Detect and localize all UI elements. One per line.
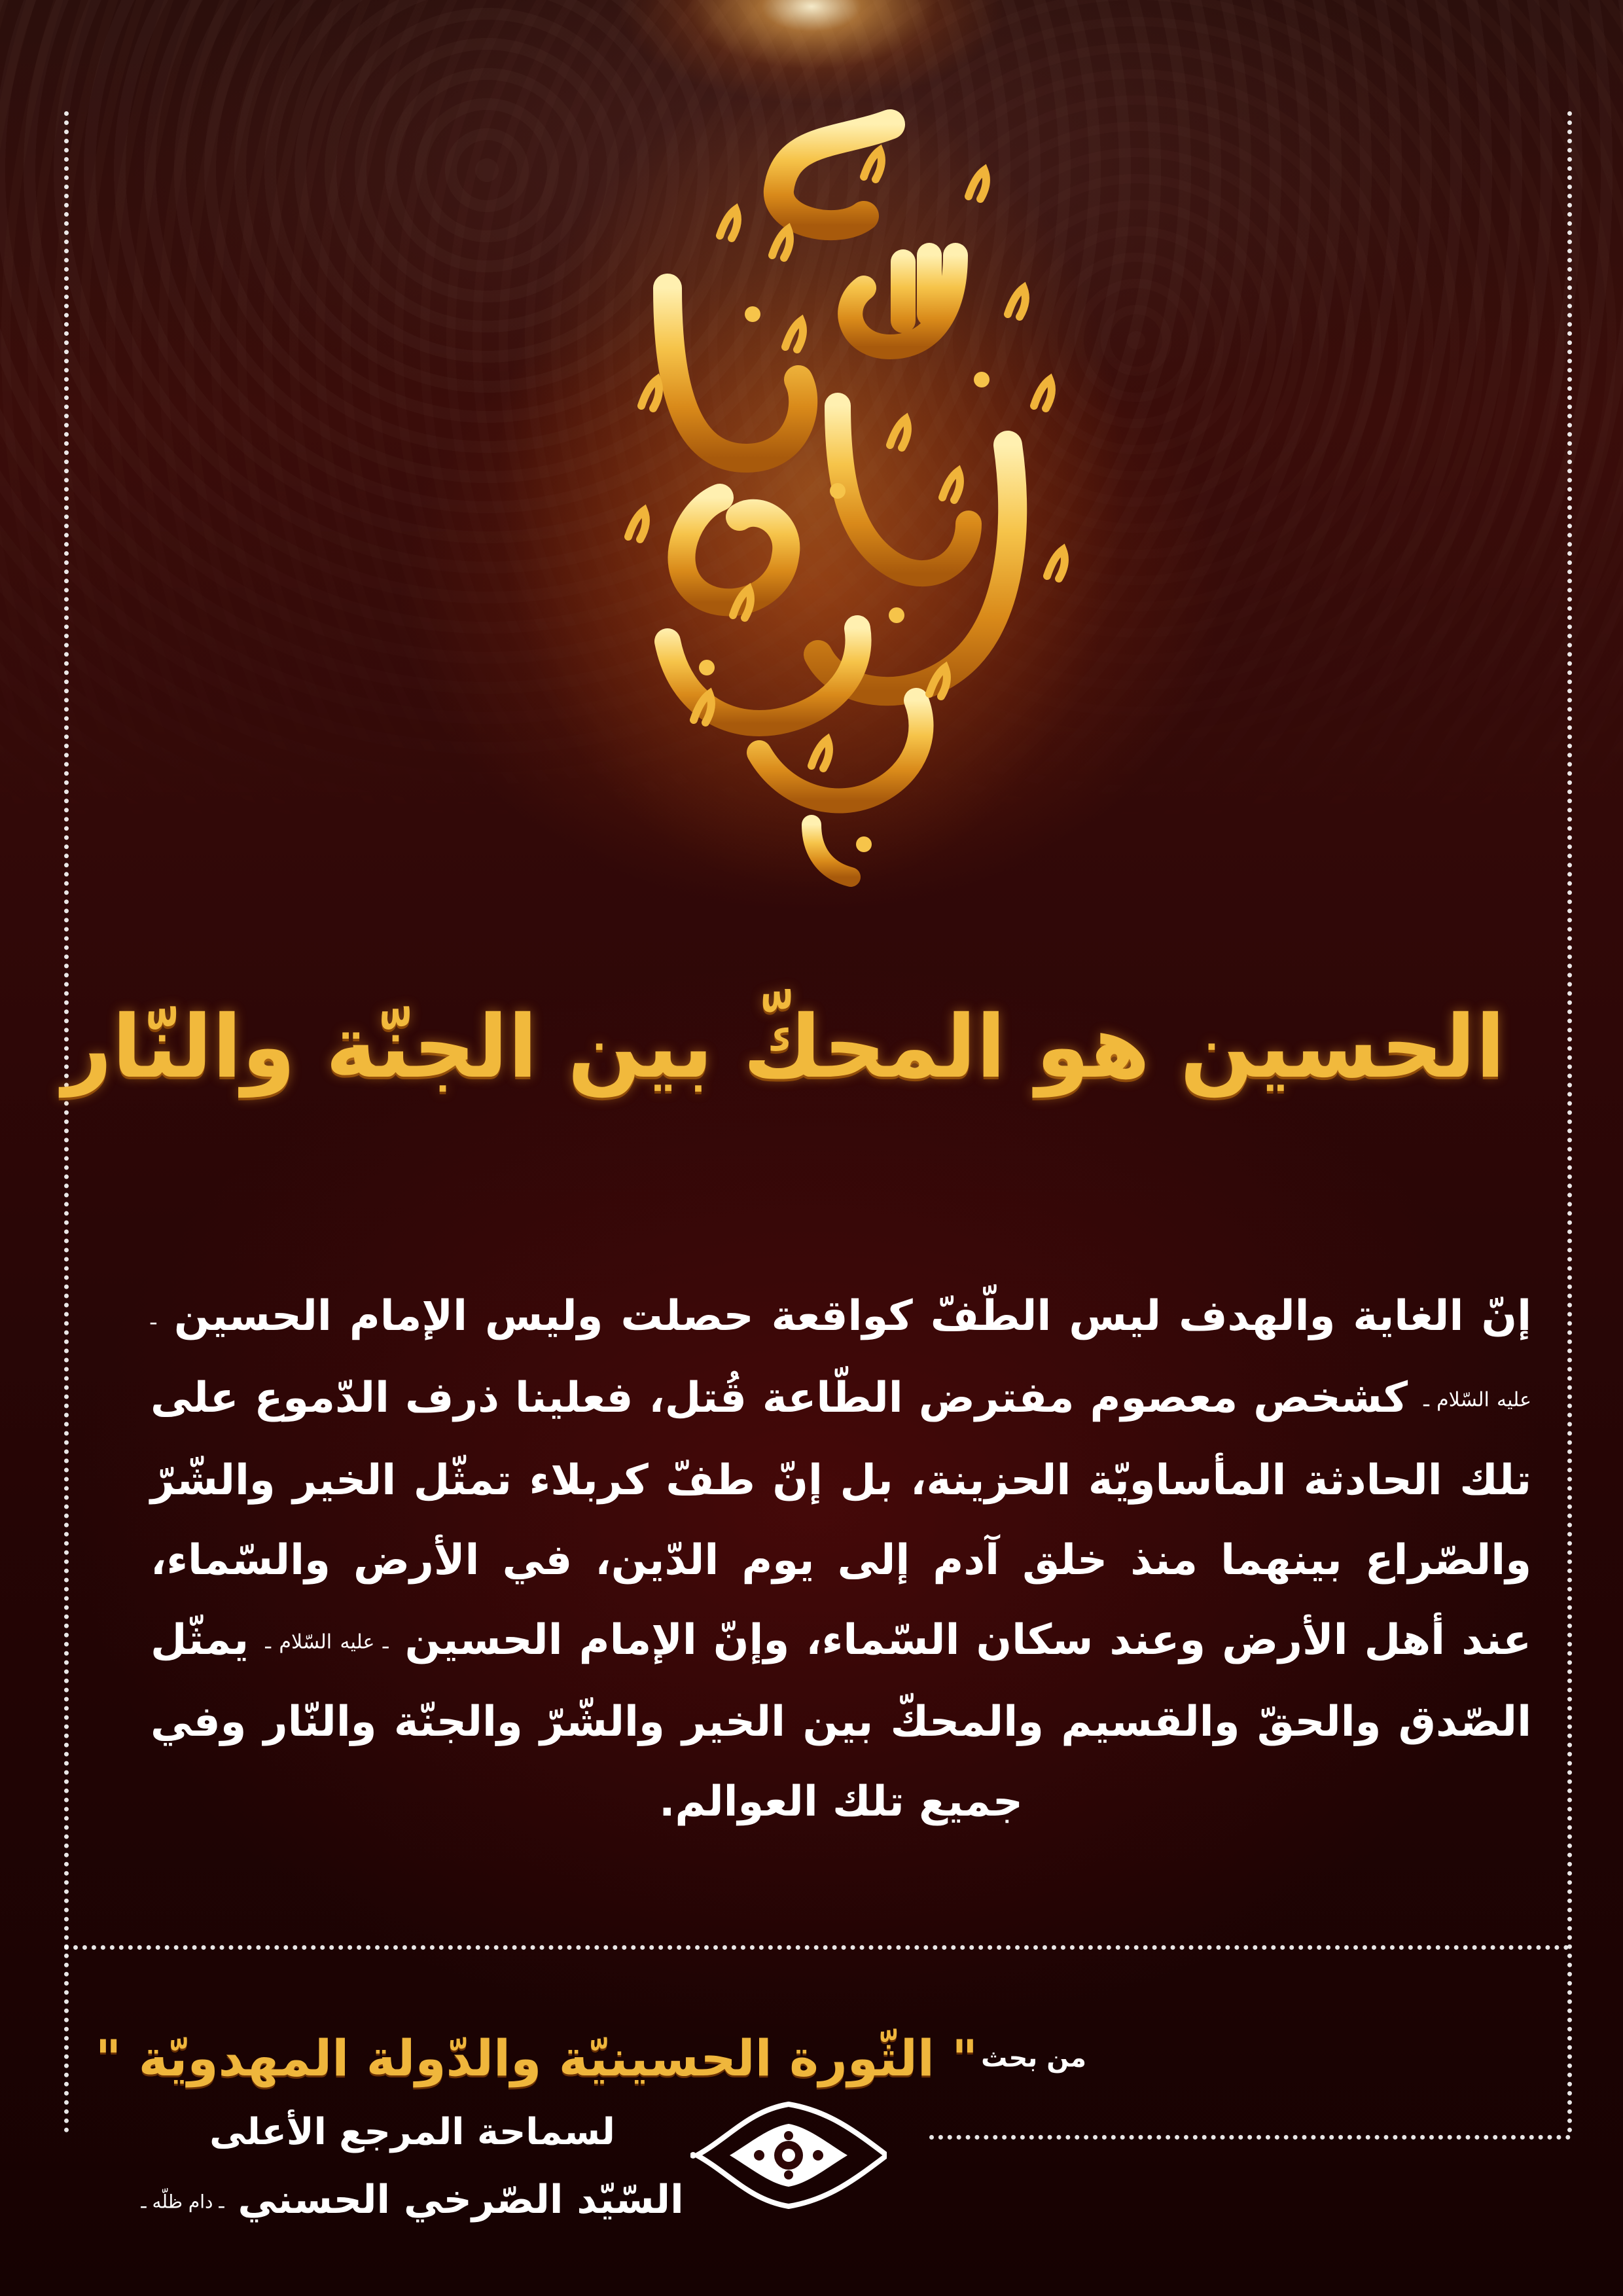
dotted-frame-left [64, 111, 69, 2134]
dotted-divider [64, 1945, 1569, 1950]
source-title: " الثّورة الحسينيّة والدّولة المهدويّة " [95, 2029, 978, 2087]
honorific-alayhi-salam-1: ـ عليه السّلام ـ [151, 1306, 1532, 1412]
calligraphy-logo [471, 39, 1152, 916]
body-text-part-1: إنّ الغاية والهدف ليس الطّفّ كواقعة حصلت وليس الإمام الحسين [173, 1292, 1532, 1340]
author-block [131, 2101, 694, 2271]
author-title: لسماحة المرجع الأعلى [209, 2111, 615, 2153]
body-text-part-2: كشخص معصوم مفترض الطّاعة قُتل، فعلينا ذرف الدّموع على تلك الحادثة المأساويّة الحزينة، بل إنّ طفّ كربلاء تمثّل الخير والشّرّ والصّراع بينهما منذ خلق آدم إلى يوم الدّين، في الأرض والسّماء، عند أهل الأرض وعند سكان السّماء، وإنّ الإمام الحسين [151, 1374, 1532, 1664]
dotted-frame-bottom [929, 2135, 1571, 2140]
dotted-frame-right [1567, 111, 1572, 2134]
author-honorific: ـ دام ظلّه ـ [141, 2191, 224, 2213]
ornament-icon [690, 2098, 887, 2212]
body-text-part-3: يمثّل الصّدق والحقّ والقسيم والمحكّ بين الخير والشّرّ والجنّة والنّار وفي جميع تلك العوالم. [151, 1615, 1531, 1827]
body-paragraph [151, 1276, 1531, 1865]
headline: الحسين هو المحكّ بين الجنّة والنّار [62, 997, 1505, 1098]
source-prefix: من بحث [981, 2043, 1086, 2073]
author-name: السّيّد الصّرخي الحسني [238, 2177, 684, 2223]
author-name-line [131, 2164, 694, 2238]
honorific-alayhi-salam-2: ـ عليه السّلام ـ [265, 1630, 389, 1654]
